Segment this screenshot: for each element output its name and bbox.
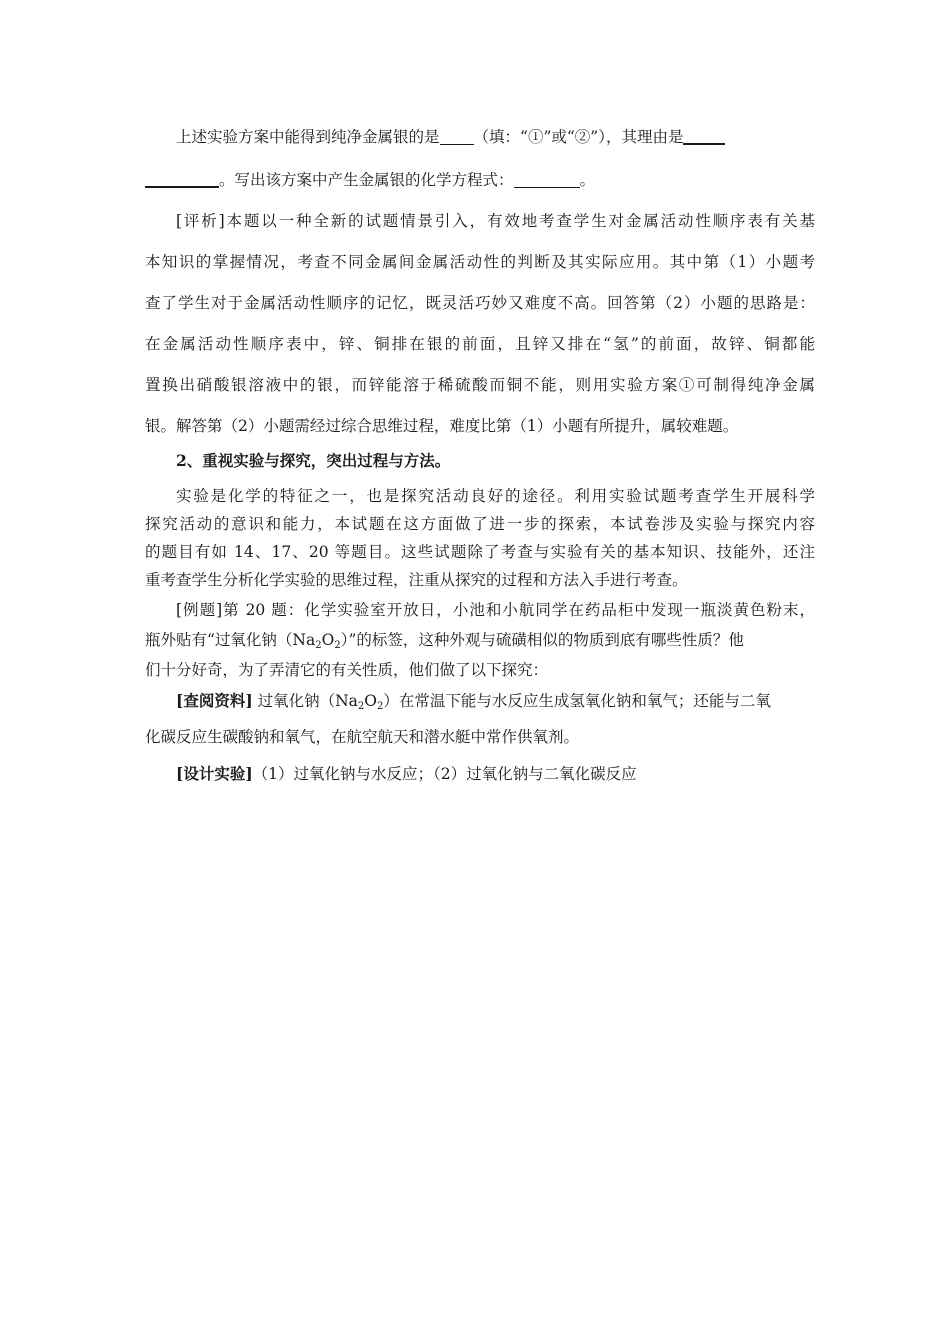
text: 上述实验方案中能得到纯净金属银的是 [176, 128, 440, 146]
example-line [145, 630, 815, 650]
text: 。写出该方案中产生金属银的化学方程式： [219, 171, 514, 189]
subscript: 2 [334, 640, 341, 651]
subscript: 2 [377, 701, 384, 712]
text: 。 [579, 171, 596, 189]
text: ）在常温下能与水反应生成氢氧化钠和氧气；还能与二氧 [383, 692, 771, 710]
body-line: 探究活动的意识和能力，本试题在这方面做了进一步的探索，本试卷涉及实验与探究内容 [145, 515, 815, 533]
answer-blank [514, 171, 580, 188]
text: 过氧化钠（Na [252, 692, 358, 710]
analysis-line: 置换出硝酸银溶液中的银，而锌能溶于稀硫酸而铜不能，则用实验方案①可制得纯净金属 [145, 376, 815, 394]
analysis-line: 银。解答第（2）小题需经过综合思维过程，难度比第（1）小题有所提升，属较难题。 [145, 417, 739, 435]
body-line: 的题目有如 14、17、20 等题目。这些试题除了考查与实验有关的基本知识、技能外，还注 [145, 543, 815, 561]
text: 瓶外贴有“过氧化钠（Na [145, 631, 316, 649]
answer-blank [683, 127, 725, 145]
analysis-line: [评析]本题以一种全新的试题情景引入，有效地考查学生对金属活动性顺序表有关基 [176, 212, 815, 230]
answer-blank [145, 170, 219, 188]
analysis-line: 在金属活动性顺序表中，锌、铜排在银的前面，且锌又排在“氢”的前面，故锌、铜都能 [145, 335, 815, 353]
analysis-line: 查了学生对于金属活动性顺序的记忆，既灵活巧妙又难度不高。回答第（2）小题的思路是： [145, 294, 815, 312]
question-line-1 [176, 127, 815, 147]
reference-label: [查阅资料] [176, 691, 253, 710]
text: ）”的标签，这种外观与硫磺相似的物质到底有哪些性质？他 [340, 631, 744, 649]
example-line: [例题]第 20 题：化学实验室开放日，小池和小航同学在药品柜中发现一瓶淡黄色粉末， [176, 601, 815, 619]
subscript: 2 [315, 640, 322, 651]
reference-line: 化碳反应生碳酸钠和氧气，在航空航天和潜水艇中常作供氧剂。 [145, 728, 580, 746]
subscript: 2 [357, 701, 365, 712]
body-line: 实验是化学的特征之一，也是探究活动良好的途径。利用实验试题考查学生开展科学 [176, 487, 815, 505]
question-line-2 [145, 170, 815, 190]
text: O [321, 631, 335, 649]
reference-line [176, 691, 815, 711]
design-label: [设计实验] [176, 764, 253, 783]
section-heading: 2、重视实验与探究，突出过程与方法。 [176, 451, 451, 470]
design-line [176, 764, 815, 784]
analysis-line: 本知识的掌握情况，考查不同金属间金属活动性的判断及其实际应用。其中第（1）小题考 [145, 253, 815, 271]
text: （1）过氧化钠与水反应；（2）过氧化钠与二氧化碳反应 [252, 765, 637, 783]
body-line: 重考查学生分析化学实验的思维过程，注重从探究的过程和方法入手进行考查。 [145, 571, 688, 589]
example-line: 们十分好奇，为了弄清它的有关性质，他们做了以下探究： [145, 661, 549, 679]
answer-blank [440, 128, 474, 145]
text: （填：“①”或“②”），其理由是 [473, 128, 684, 146]
text: O [364, 692, 377, 710]
